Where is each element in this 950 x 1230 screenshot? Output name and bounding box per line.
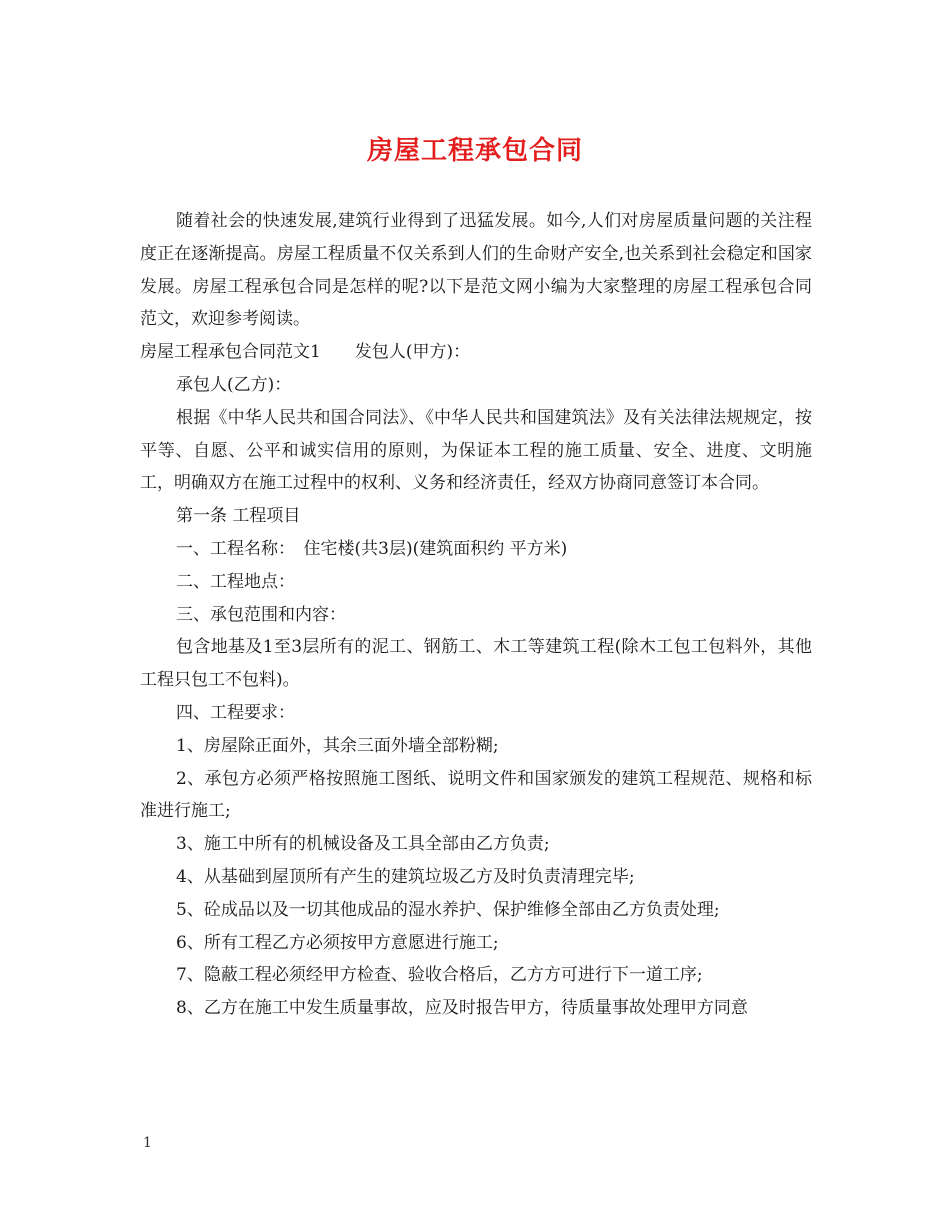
- list-item: 3、施工中所有的机械设备及工具全部由乙方负责;: [176, 834, 550, 855]
- paragraph: 三、承包范围和内容：: [176, 604, 346, 625]
- paragraph: 二、工程地点：: [176, 571, 295, 592]
- paragraph: 随着社会的快速发展,建筑行业得到了迅猛发展。如今,人们对房屋质量问题的关注程度正在逐渐提高。房屋工程质量不仅关系到人们的生命财产安全,也关系到社会稳定和国家发展。房屋工程承包合同是怎样的呢?以下是范文网小编为大家整理的房屋工程承包合同范文，欢迎参考阅读。: [140, 211, 812, 330]
- list-item: 5、砼成品以及一切其他成品的湿水养护、保护维修全部由乙方负责处理;: [176, 899, 720, 920]
- paragraph: 承包人(乙方)：: [176, 374, 292, 395]
- paragraph: 四、工程要求：: [176, 702, 295, 723]
- paragraph: 根据《中华人民共和国合同法》、《中华人民共和国建筑法》及有关法律法规规定，按平等、自愿、公平和诚实信用的原则，为保证本工程的施工质量、安全、进度、文明施工，明确双方在施工过程中的权利、义务和经济责任，经双方协商同意签订本合同。: [140, 407, 812, 494]
- list-item: 4、从基础到屋顶所有产生的建筑垃圾乙方及时负责清理完毕;: [176, 866, 635, 887]
- list-item: 7、隐蔽工程必须经甲方检查、验收合格后，乙方方可进行下一道工序;: [176, 965, 703, 986]
- document-body: [140, 205, 812, 1025]
- paragraph: 房屋工程承包合同范文1 发包人(甲方)：: [140, 342, 471, 363]
- document-title: 房屋工程承包合同: [366, 136, 583, 166]
- paragraph: 一、工程名称： 住宅楼(共3层)(建筑面积约 平方米): [176, 538, 568, 559]
- list-item: 6、所有工程乙方必须按甲方意愿进行施工;: [176, 932, 499, 953]
- list-item: 1、房屋除正面外，其余三面外墙全部粉糊;: [176, 735, 499, 756]
- paragraph: 包含地基及1至3层所有的泥工、钢筋工、木工等建筑工程(除木工包工包料外，其他工程只包工不包料)。: [140, 637, 812, 691]
- page-number: 1: [143, 1135, 152, 1151]
- list-item: 8、乙方在施工中发生质量事故，应及时报告甲方，待质量事故处理甲方同意: [176, 998, 748, 1019]
- list-item: 2、承包方必须严格按照施工图纸、说明文件和国家颁发的建筑工程规范、规格和标准进行施工;: [140, 768, 812, 822]
- section-heading: 第一条 工程项目: [176, 506, 301, 527]
